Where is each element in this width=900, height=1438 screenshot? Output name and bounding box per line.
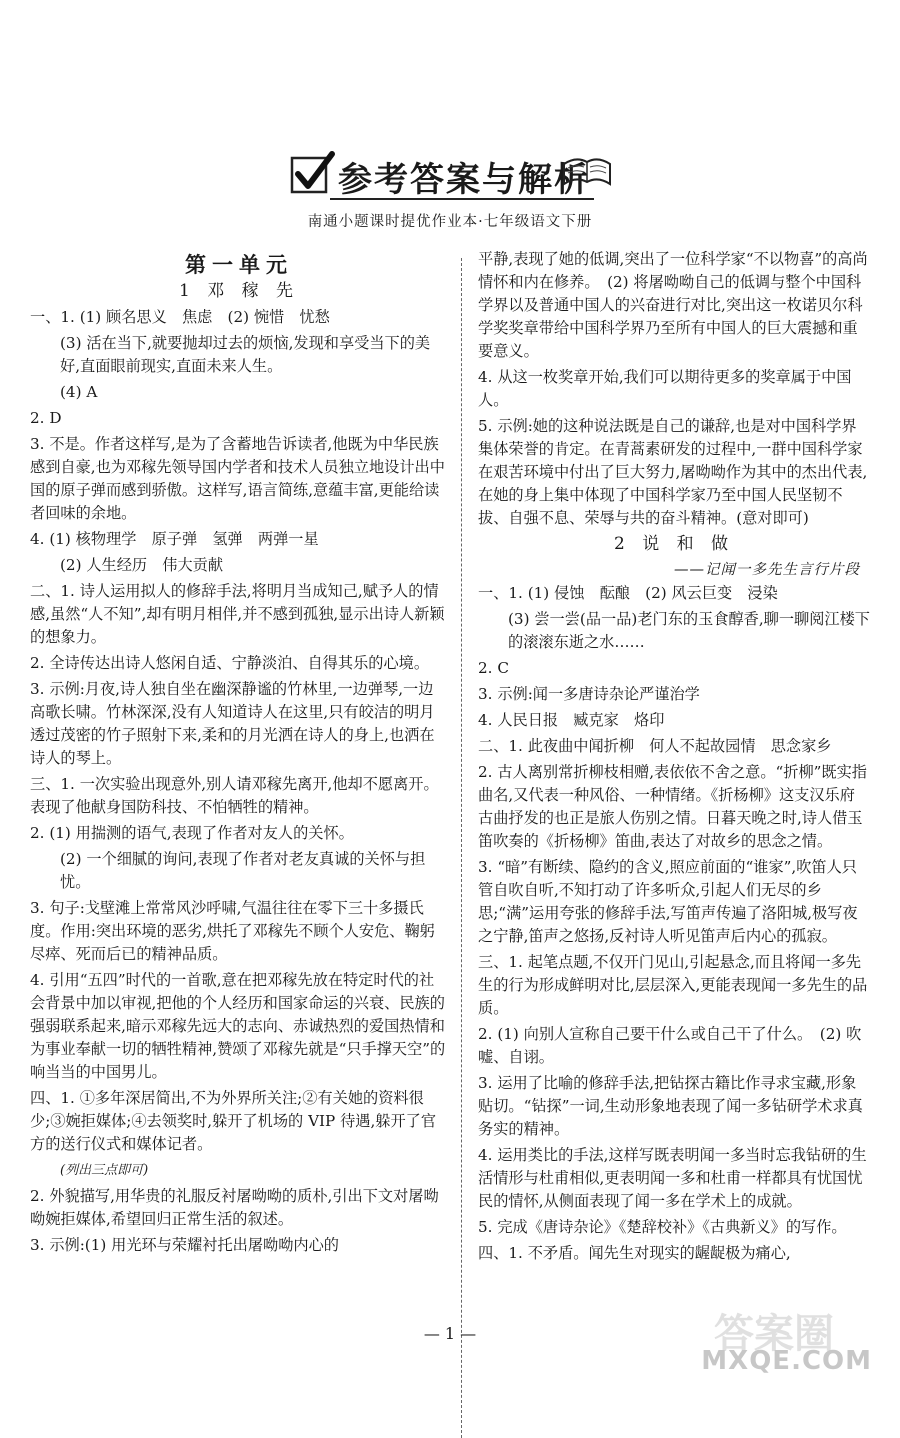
answer-line: 3. 示例:(1) 用光环与荣耀衬托出屠呦呦内心的 bbox=[30, 1236, 339, 1254]
answer-line: 2. 全诗传达出诗人悠闲自适、宁静淡泊、自得其乐的心境。 bbox=[30, 654, 430, 672]
answer-line: 4. 引用“五四”时代的一首歌,意在把邓稼先放在特定时代的社会背景中加以审视,把他的个人经历和国家命运的兴衰、民族的强弱联系起来,暗示邓稼先远大的志向、赤诚热烈的爱国热情和为事业奉献一切的牺牲精神,赞颂了邓稼先就是“只手撑天空”的响当当的中国男儿。 bbox=[30, 971, 446, 1081]
lesson-heading: 1 邓 稼 先 bbox=[178, 281, 300, 301]
answer-line: 四、1. 不矛盾。闻先生对现实的龌龊极为痛心, bbox=[478, 1244, 791, 1262]
answer-line: (3) 尝一尝(品一品)老门东的玉食醇香,聊一聊阅江楼下的滚滚东逝之水…… bbox=[508, 610, 870, 651]
answer-line: 2. 古人离别常折柳枝相赠,表依依不舍之意。“折柳”既实指曲名,又代表一种风俗、一种情绪。《折杨柳》这支汉乐府古曲抒发的也正是旅人伤别之情。日暮天晚之时,诗人借玉笛吹奏的《折杨柳》笛曲,表达了对故乡的思念之情。 bbox=[478, 763, 867, 850]
page-title: 参考答案与解析 bbox=[338, 160, 590, 200]
column-divider bbox=[461, 258, 462, 1438]
answer-line: 3. 示例:月夜,诗人独自坐在幽深静谧的竹林里,一边弹琴,一边高歌长啸。竹林深深,没有人知道诗人在这里,只有皎洁的明月透过茂密的竹子照射下来,柔和的月光洒在诗人的身上,也洒在诗人的琴上。 bbox=[30, 680, 435, 767]
answer-line: 2. 外貌描写,用华贵的礼服反衬屠呦呦的质朴,引出下文对屠呦呦婉拒媒体,希望回归正常生活的叙述。 bbox=[30, 1187, 439, 1228]
right-column bbox=[478, 248, 870, 1268]
answer-line: 二、1. 诗人运用拟人的修辞手法,将明月当成知己,赋予人的情感,虽然“人不知”,却有明月相伴,并不感到孤独,显示出诗人新颖的想象力。 bbox=[30, 582, 445, 646]
answer-line: 4. 人民日报 臧克家 烙印 bbox=[478, 711, 665, 729]
watermark-url: MXQE.COM bbox=[701, 1346, 872, 1376]
unit-heading: 第一单元 bbox=[185, 253, 293, 277]
answer-line: (2) 人生经历 伟大贡献 bbox=[60, 556, 224, 574]
answer-line: 平静,表现了她的低调,突出了一位科学家“不以物喜”的高尚情怀和内在修养。 (2) 将屠呦呦自己的低调与整个中国科学界以及普通中国人的兴奋进行对比,突出这一枚诺贝尔科学奖奖章带给中国科学界乃至所有中国人的巨大震撼和重要意义。 bbox=[478, 250, 868, 360]
answer-line: 2. (1) 用揣测的语气,表现了作者对友人的关怀。 bbox=[30, 824, 354, 842]
watermark-logo bbox=[700, 1300, 880, 1380]
answer-line: 4. 从这一枚奖章开始,我们可以期待更多的奖章属于中国人。 bbox=[478, 368, 852, 409]
answer-line: 二、1. 此夜曲中闻折柳 何人不起故园情 思念家乡 bbox=[478, 737, 832, 755]
lesson-subheading: ——记闻一多先生言行片段 bbox=[674, 562, 860, 578]
answer-line: 一、1. (1) 侵蚀 酝酿 (2) 风云巨变 浸染 bbox=[478, 584, 778, 602]
answer-line: 4. (1) 核物理学 原子弹 氢弹 两弹一星 bbox=[30, 530, 319, 548]
open-book-icon bbox=[560, 156, 614, 192]
answer-line: 三、1. 起笔点题,不仅开门见山,引起悬念,而且将闻一多先生的行为形成鲜明对比,层层深入,更能表现闻一多先生的品质。 bbox=[478, 953, 868, 1017]
left-column bbox=[30, 252, 448, 1260]
title-banner bbox=[290, 150, 614, 200]
answer-line: 一、1. (1) 顾名思义 焦虑 (2) 惋惜 忧愁 bbox=[30, 308, 330, 326]
answer-line: 3. 运用了比喻的修辞手法,把钻探古籍比作寻求宝藏,形象贴切。“钻探”一词,生动形象地表现了闻一多钻研学术求真务实的精神。 bbox=[478, 1074, 863, 1138]
checkmark-icon bbox=[290, 150, 336, 196]
book-subtitle: 南通小题课时提优作业本·七年级语文下册 bbox=[307, 214, 593, 230]
answer-line: 3. 句子:戈壁滩上常常风沙呼啸,气温往往在零下三十多摄氏度。作用:突出环境的恶劣,烘托了邓稼先不顾个人安危、鞠躬尽瘁、死而后已的精神品质。 bbox=[30, 899, 435, 963]
answer-line: 2. C bbox=[478, 659, 509, 677]
answer-note: (列出三点即可) bbox=[60, 1163, 149, 1178]
answer-line: 2. (1) 向别人宣称自己要干什么或自己干了什么。 (2) 吹嘘、自诩。 bbox=[478, 1025, 862, 1066]
answer-line: 5. 完成《唐诗杂论》《楚辞校补》《古典新义》的写作。 bbox=[478, 1218, 847, 1236]
answer-line: 四、1. ①多年深居简出,不为外界所关注;②有关她的资料很少;③婉拒媒体;④去领奖时,躲开了机场的 VIP 待遇,躲开了官方的送行仪式和媒体记者。 bbox=[30, 1089, 437, 1153]
answer-line: 4. 运用类比的手法,这样写既表明闻一多当时忘我钻研的生活情形与杜甫相似,更表明闻一多和杜甫一样都具有忧国忧民的情怀,从侧面表现了闻一多在学术上的成就。 bbox=[478, 1146, 867, 1210]
watermark-text: 答案圈 bbox=[714, 1311, 834, 1357]
answer-line: 2. D bbox=[30, 409, 62, 427]
answer-line: 三、1. 一次实验出现意外,别人请邓稼先离开,他却不愿离开。表现了他献身国防科技、不怕牺牲的精神。 bbox=[30, 775, 439, 816]
answer-line: 5. 示例:她的这种说法既是自己的谦辞,也是对中国科学界集体荣誉的肯定。在青蒿素研发的过程中,一群中国科学家在艰苦环境中付出了巨大努力,屠呦呦作为其中的杰出代表,在她的身上集中体现了中国科学家乃至中国人民坚韧不拔、自强不息、荣辱与共的奋斗精神。(意对即可) bbox=[478, 417, 868, 527]
title-underline bbox=[330, 198, 594, 200]
answer-line: (2) 一个细腻的询问,表现了作者对老友真诚的关怀与担忧。 bbox=[60, 850, 426, 891]
page-number: — 1 — bbox=[423, 1324, 477, 1343]
answer-line: (3) 活在当下,就要抛却过去的烦恼,发现和享受当下的美好,直面眼前现实,直面未来人生。 bbox=[60, 334, 431, 375]
answer-line: 3. 示例:闻一多唐诗杂论严谨治学 bbox=[478, 685, 700, 703]
lesson-heading: 2 说 和 做 bbox=[613, 534, 735, 554]
answer-line: 3. 不是。作者这样写,是为了含蓄地告诉读者,他既为中华民族感到自豪,也为邓稼先领导国内学者和技术人员独立地设计出中国的原子弹而感到骄傲。这样写,语言简练,意蕴丰富,更能给读者回味的余地。 bbox=[30, 435, 445, 522]
answer-line: 3. “暗”有断续、隐约的含义,照应前面的“谁家”,吹笛人只管自吹自听,不知打动了许多听众,引起人们无尽的乡思;“满”运用夸张的修辞手法,写笛声传遍了洛阳城,极写夜之宁静,笛声之悠扬,反衬诗人听见笛声后内心的孤寂。 bbox=[478, 858, 858, 945]
answer-line: (4) A bbox=[60, 383, 98, 401]
